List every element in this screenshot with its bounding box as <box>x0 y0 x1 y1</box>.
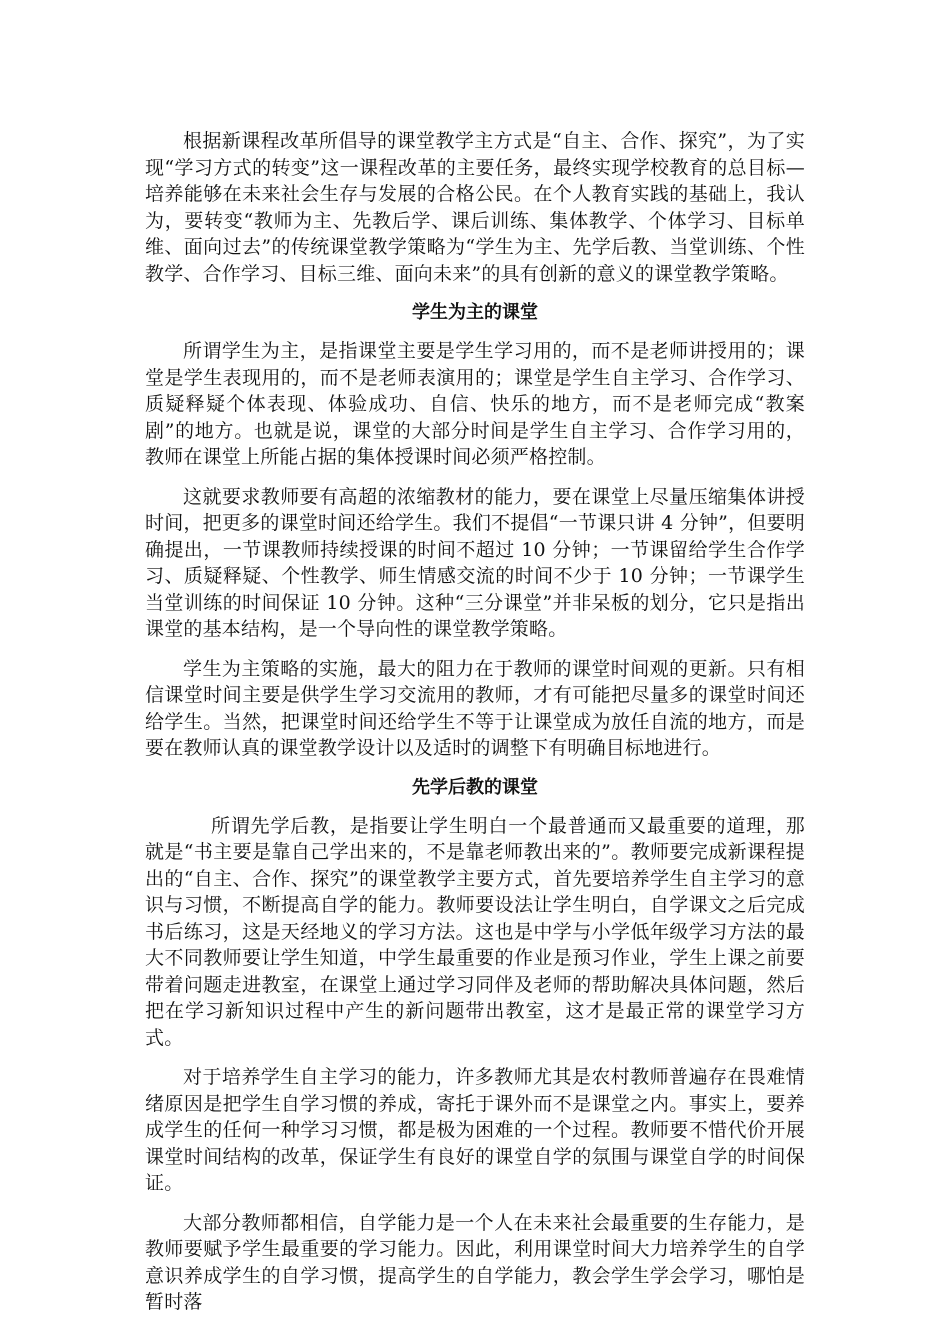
section2-paragraph-2: 对于培养学生自主学习的能力，许多教师尤其是农村教师普遍存在畏难情绪原因是把学生自学习惯的养成，寄托于课外而不是课堂之内。事实上，要养成学生的任何一种学习习惯，都是极为困难的一个过程。教师要不惜代价开展课堂时间结构的改革，保证学生有良好的课堂自学的氛围与课堂自学的时间保证。 <box>145 1066 805 1194</box>
section2-paragraph-3: 大部分教师都相信，自学能力是一个人在未来社会最重要的生存能力，是教师要赋予学生最重要的学习能力。因此，利用课堂时间大力培养学生的自学意识养成学生的自学习惯，提高学生的自学能力，教会学生学会学习，哪怕是暂时落 <box>145 1211 805 1313</box>
intro-paragraph: 根据新课程改革所倡导的课堂教学主方式是“自主、合作、探究”，为了实现“学习方式的转变”这一课程改革的主要任务，最终实现学校教育的总目标—培养能够在未来社会生存与发展的合格公民。在个人教育实践的基础上，我认为，要转变“教师为主、先教后学、课后训练、集体教学、个体学习、目标单维、面向过去”的传统课堂教学策略为“学生为主、先学后教、当堂训练、个性教学、合作学习、目标三维、面向未来”的具有创新的意义的课堂教学策略。 <box>145 130 805 285</box>
section2-paragraph-1: 所谓先学后教，是指要让学生明白一个最普通而又最重要的道理，那就是“书主要是靠自己学出来的，不是靠老师教出来的”。教师要完成新课程提出的“自主、合作、探究”的课堂教学主要方式，首先要培养学生自主学习的意识与习惯，不断提高自学的能力。教师要设法让学生明白，自学课文之后完成书后练习，这是天经地义的学习方法。这也是中学与小学低年级学习方法的最大不同教师要让学生知道，中学生最重要的作业是预习作业，学生上课之前要带着问题走进教室，在课堂上通过学习同伴及老师的帮助解决具体问题，然后把在学习新知识过程中产生的新问题带出教室，这才是最正常的课堂学习方式。 <box>145 814 805 1049</box>
document-page <box>145 128 805 1329</box>
section1-paragraph-1: 所谓学生为主，是指课堂主要是学生学习用的，而不是老师讲授用的；课堂是学生表现用的，而不是老师表演用的；课堂是学生自主学习、合作学习、质疑释疑个体表现、体验成功、自信、快乐的地方，而不是老师完成“教案剧”的地方。也就是说，课堂的大部分时间是学生自主学习、合作学习用的，教师在课堂上所能占据的集体授课时间必须严格控制。 <box>145 340 805 468</box>
section-heading-learn-first: 先学后教的课堂 <box>412 776 538 798</box>
section-heading-student-centered: 学生为主的课堂 <box>412 302 538 323</box>
section1-paragraph-2: 这就要求教师要有高超的浓缩教材的能力，要在课堂上尽量压缩集体讲授时间，把更多的课堂时间还给学生。我们不提倡“一节课只讲 4 分钟”，但要明确提出，一节课教师持续授课的时间不超过 10 分钟；一节课留给学生合作学习、质疑释疑、个性教学、师生情感交流的时间不少于 10 分钟；一节课学生当堂训练的时间保证 10 分钟。这种“三分课堂”并非呆板的划分，它只是指出课堂的基本结构，是一个导向性的课堂教学策略。 <box>145 485 805 640</box>
section1-paragraph-3: 学生为主策略的实施，最大的阻力在于教师的课堂时间观的更新。只有相信课堂时间主要是供学生学习交流用的教师，才有可能把尽量多的课堂时间还给学生。当然，把课堂时间还给学生不等于让课堂成为放任自流的地方，而是要在教师认真的课堂教学设计以及适时的调整下有明确目标地进行。 <box>145 657 805 759</box>
